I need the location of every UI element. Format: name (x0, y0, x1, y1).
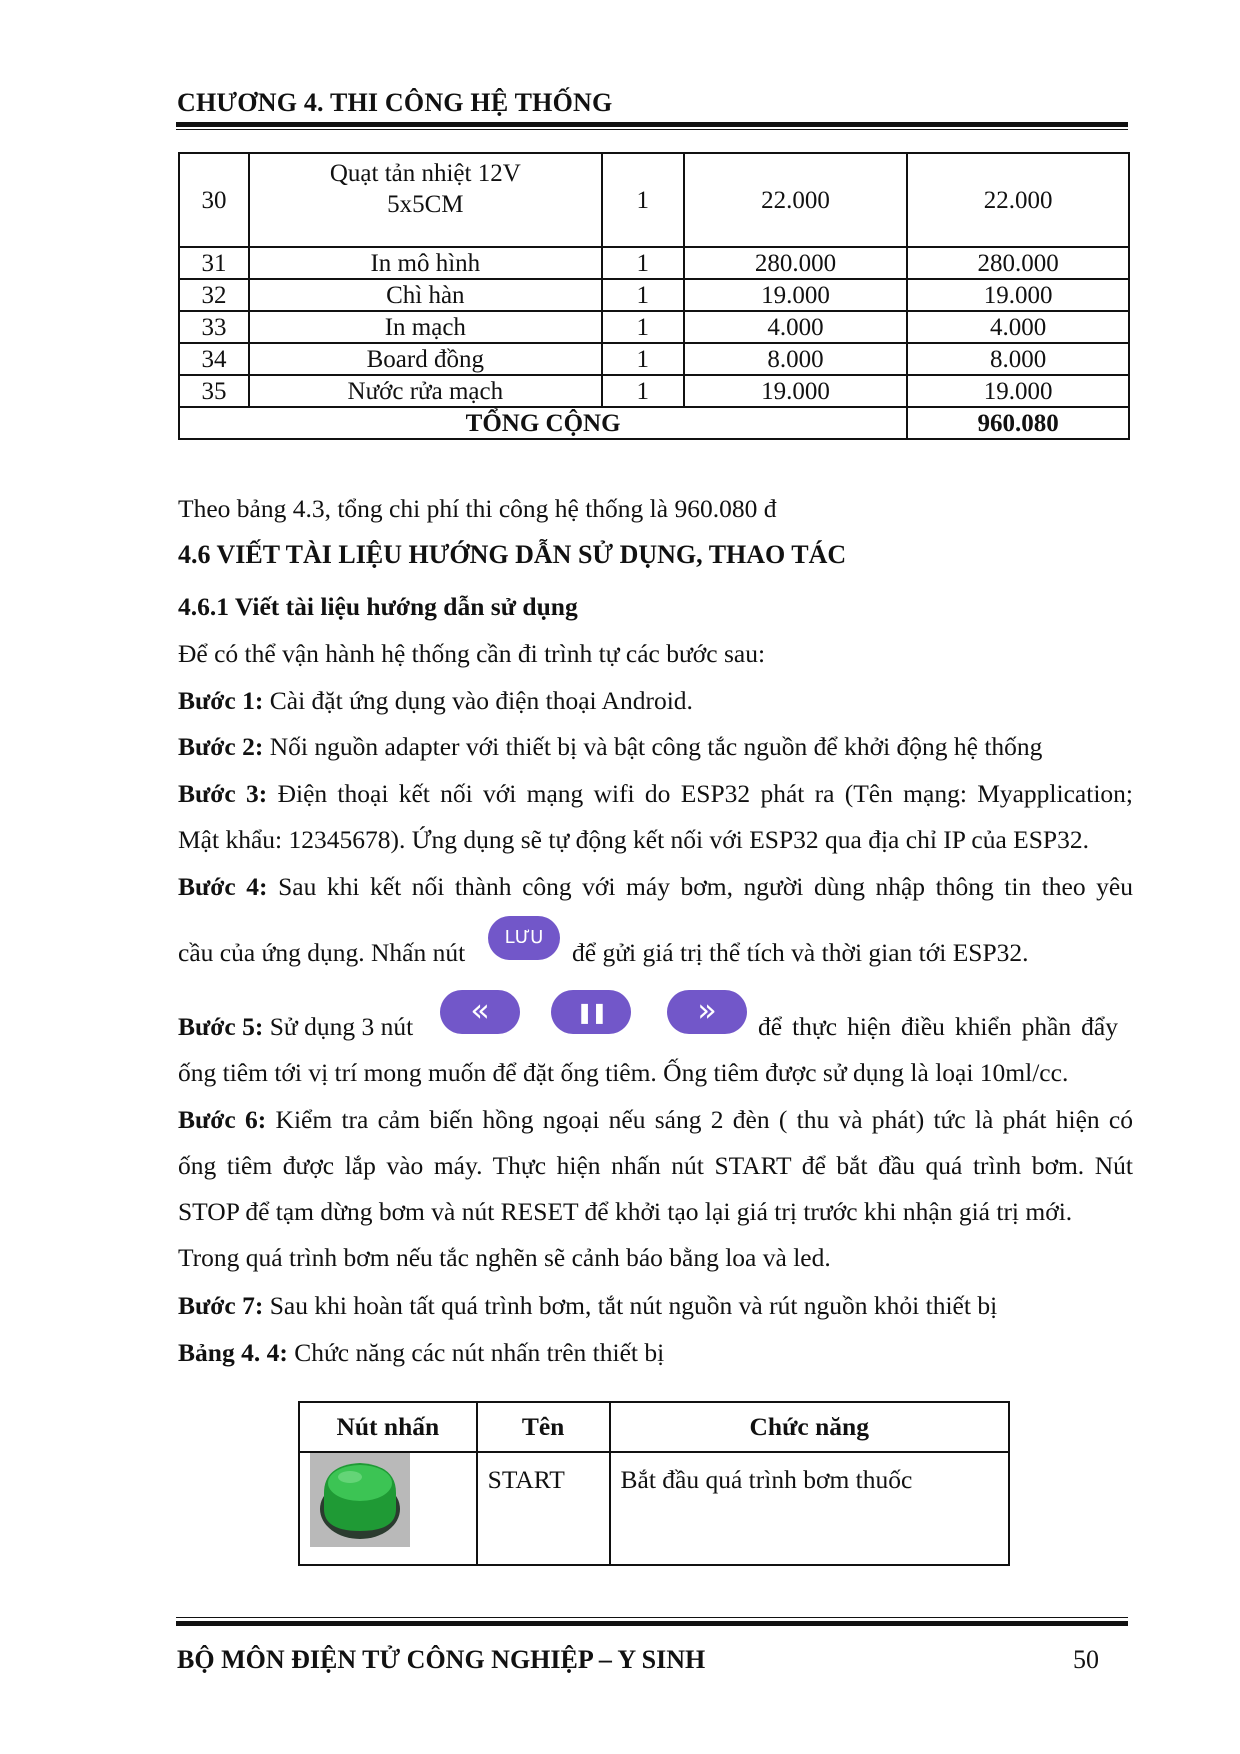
cell-name: In mạch (249, 311, 602, 343)
step-1 (178, 678, 1133, 724)
step-3 (178, 771, 1133, 863)
save-button: LƯU (488, 916, 560, 960)
cell-unit-price: 280.000 (684, 247, 908, 279)
rewind-button: « (440, 990, 520, 1034)
section-heading: 4.6 VIẾT TÀI LIỆU HƯỚNG DẪN SỬ DỤNG, THAO TÁC (178, 540, 847, 569)
cell-amount: 8.000 (907, 343, 1129, 375)
step-6-line-1 (178, 1097, 1133, 1143)
step-text: cầu của ứng dụng. Nhấn nút (178, 938, 466, 967)
total-label: TỔNG CỘNG (179, 407, 907, 439)
cell-qty: 1 (602, 247, 684, 279)
footer-rule-thick (176, 1621, 1128, 1626)
step-text: Nối nguồn adapter với thiết bị và bật công tắc nguồn để khởi động hệ thống (263, 732, 1043, 761)
caption-label: Bảng 4. 4: (178, 1338, 288, 1367)
step-4 (178, 864, 1133, 910)
table-caption (178, 1330, 1133, 1376)
cell-qty: 1 (602, 311, 684, 343)
step-6-line-4: Trong quá trình bơm nếu tắc nghẽn sẽ cảnh báo bằng loa và led. (178, 1243, 831, 1272)
function-table (298, 1401, 1010, 1566)
step-text: Cài đặt ứng dụng vào điện thoại Android. (263, 686, 693, 715)
step-6-line-2: ống tiêm được lắp vào máy. Thực hiện nhấn nút START để bắt đầu quá trình bơm. Nút (178, 1151, 1133, 1180)
cost-table (178, 152, 1130, 440)
cell-no: 31 (179, 247, 249, 279)
cell-name: Nước rửa mạch (249, 375, 602, 407)
cell-no: 32 (179, 279, 249, 311)
pause-button: ❚❚ (551, 990, 631, 1034)
table-row (179, 279, 1129, 311)
cell-unit-price: 19.000 (684, 375, 908, 407)
cell-amount: 22.000 (907, 153, 1129, 247)
step-text: Sử dụng 3 nút (263, 1012, 414, 1041)
header-cell: Tên (477, 1402, 610, 1452)
cell-unit-price: 19.000 (684, 279, 908, 311)
step-6-line-3: STOP để tạm dừng bơm và nút RESET để khởi tạo lại giá trị trước khi nhận giá trị mới. (178, 1197, 1073, 1226)
table-total-row (179, 407, 1129, 439)
chapter-header: CHƯƠNG 4. THI CÔNG HỆ THỐNG (177, 88, 613, 117)
step-text: ống tiêm tới vị trí mong muốn để đặt ống tiêm. Ống tiêm được sử dụng là loại 10ml/cc. (178, 1058, 1069, 1087)
cell-qty: 1 (602, 375, 684, 407)
step-text: Kiểm tra cảm biến hồng ngoại nếu sáng 2 đèn ( thu và phát) tức là phát hiện có (266, 1105, 1133, 1134)
cell-qty: 1 (602, 343, 684, 375)
step-5 (178, 1004, 468, 1050)
forward-button: » (667, 990, 747, 1034)
cell-no: 34 (179, 343, 249, 375)
green-push-button-image (310, 1453, 410, 1547)
cell-unit-price: 22.000 (684, 153, 908, 247)
step-label: Bước 7: (178, 1291, 264, 1320)
step-6 (178, 1097, 1133, 1281)
step-text: để thực hiện điều khiển phần đẩy (758, 1012, 1118, 1041)
cell-amount: 19.000 (907, 375, 1129, 407)
step-4-line-2-tail: để gửi giá trị thể tích và thời gian tới ESP32. (572, 938, 1029, 967)
cell-name: Board đồng (249, 343, 602, 375)
step-label: Bước 3: (178, 779, 268, 808)
header-rule-thick (176, 122, 1128, 127)
step-5-tail (758, 1004, 1118, 1050)
cell-no: 35 (179, 375, 249, 407)
cell-amount: 19.000 (907, 279, 1129, 311)
cell-qty: 1 (602, 279, 684, 311)
table-row (179, 311, 1129, 343)
cell-unit-price: 8.000 (684, 343, 908, 375)
cell-name (249, 153, 602, 247)
step-5-line-2 (178, 1050, 1133, 1096)
step-text: Điện thoại kết nối với mạng wifi do ESP32 phát ra (Tên mạng: Myapplication; (267, 779, 1133, 808)
table-row (179, 343, 1129, 375)
intro-paragraph: Để có thể vận hành hệ thống cần đi trình tự các bước sau: (178, 639, 766, 668)
caption-text: Chức năng các nút nhấn trên thiết bị (287, 1338, 665, 1367)
table-row (179, 375, 1129, 407)
header-cell: Chức năng (610, 1402, 1010, 1452)
button-function-cell: Bắt đầu quá trình bơm thuốc (610, 1452, 1010, 1565)
table-header-row (299, 1402, 1009, 1452)
page-number: 50 (1073, 1645, 1099, 1674)
cell-amount: 4.000 (907, 311, 1129, 343)
cell-name-line1: Quạt tản nhiệt 12V (329, 160, 521, 187)
cell-name: In mô hình (249, 247, 602, 279)
step-text: Sau khi kết nối thành công với máy bơm, người dùng nhập thông tin theo yêu (267, 872, 1133, 901)
step-7 (178, 1283, 1133, 1329)
header-cell: Nút nhấn (299, 1402, 477, 1452)
step-label: Bước 1: (178, 686, 264, 715)
cell-name-line2: 5x5CM (387, 191, 464, 218)
step-text: Sau khi hoàn tất quá trình bơm, tắt nút nguồn và rút nguồn khỏi thiết bị (263, 1291, 998, 1320)
step-label: Bước 4: (178, 872, 268, 901)
cell-no: 30 (179, 153, 249, 247)
footer-department: BỘ MÔN ĐIỆN TỬ CÔNG NGHIỆP – Y SINH (177, 1645, 706, 1674)
step-2 (178, 724, 1133, 770)
table-row (179, 153, 1129, 247)
table-row (299, 1452, 1009, 1565)
cell-no: 33 (179, 311, 249, 343)
header-rule-thin (176, 129, 1128, 130)
table-row (179, 247, 1129, 279)
button-name-cell: START (477, 1452, 610, 1565)
cell-amount: 280.000 (907, 247, 1129, 279)
footer-rule-thin (176, 1617, 1128, 1618)
step-3-line-2: Mật khẩu: 12345678). Ứng dụng sẽ tự động kết nối với ESP32 qua địa chỉ IP của ESP32. (178, 825, 1089, 854)
step-label: Bước 5: (178, 1012, 264, 1041)
total-value: 960.080 (907, 407, 1129, 439)
summary-paragraph: Theo bảng 4.3, tổng chi phí thi công hệ thống là 960.080 đ (178, 494, 777, 523)
step-4-line-1 (178, 864, 1133, 910)
cell-qty: 1 (602, 153, 684, 247)
step-3-line-1 (178, 771, 1133, 817)
subsection-heading: 4.6.1 Viết tài liệu hướng dẫn sử dụng (178, 592, 578, 621)
cell-name: Chì hàn (249, 279, 602, 311)
step-label: Bước 2: (178, 732, 264, 761)
button-image-cell (299, 1452, 477, 1565)
step-label: Bước 6: (178, 1105, 267, 1134)
cell-unit-price: 4.000 (684, 311, 908, 343)
